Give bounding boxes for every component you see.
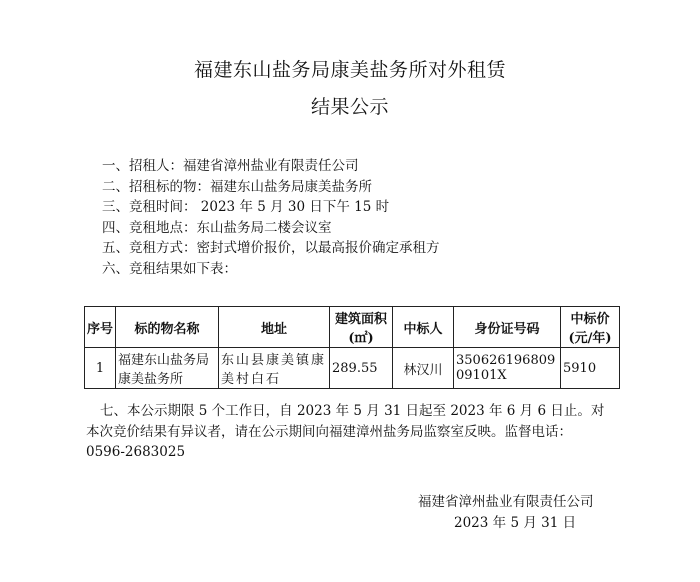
table-row [85, 348, 620, 389]
item-subject: 二、招租标的物：福建东山盐务局康美盐务所 [102, 178, 372, 195]
cell-seq: 1 [85, 348, 116, 389]
header-price [561, 307, 620, 348]
notice-items [102, 156, 440, 279]
header-id: 身份证号码 [454, 307, 561, 348]
cell-name: 福建东山盐务局康美盐务所 [116, 348, 219, 389]
header-winner: 中标人 [393, 307, 454, 348]
item-time: 三、竞租时间： 2023 年 5 月 30 日下午 15 时 [102, 199, 390, 215]
header-seq: 序号 [85, 307, 116, 348]
header-address: 地址 [219, 307, 330, 348]
notice-note: 七、本公示期限 5 个工作日，自 2023 年 5 月 31 日起至 2023 年 6 月 6 日止。对本次竞价结果有异议者，请在公示期间向福建漳州盐务局监察室反映。监督电话：0596-2683025 [86, 403, 605, 460]
header-name: 标的物名称 [116, 307, 219, 348]
header-price-unit: (元/年) [568, 331, 612, 346]
cell-winner: 林汉川 [393, 348, 454, 389]
cell-address: 东山县康美镇康美村白石 [219, 348, 330, 389]
signature-block [418, 492, 594, 534]
notice-subtitle: 结果公示 [310, 96, 389, 118]
notice-title: 福建东山盐务局康美盐务所对外租赁 [193, 59, 506, 81]
result-table [84, 306, 620, 389]
item-result: 六、竞租结果如下表： [102, 260, 237, 277]
header-area-label: 建筑面积 [334, 312, 387, 327]
header-area-unit: (㎡) [348, 331, 374, 346]
cell-price: 5910 [561, 348, 620, 389]
signature-date: 2023 年 5 月 31 日 [454, 515, 577, 531]
header-price-label: 中标价 [570, 312, 610, 327]
cell-id: 35062619680909101X [454, 348, 561, 389]
table-header-row [85, 307, 620, 348]
item-lessor: 一、招租人：福建省漳州盐业有限责任公司 [102, 158, 359, 174]
item-method: 五、竞租方式：密封式增价报价，以最高报价确定承租方 [102, 240, 440, 256]
cell-area: 289.55 [330, 348, 393, 389]
header-area [330, 307, 393, 348]
item-location: 四、竞租地点：东山盐务局二楼会议室 [102, 219, 332, 236]
signature-company: 福建省漳州盐业有限责任公司 [418, 494, 594, 510]
